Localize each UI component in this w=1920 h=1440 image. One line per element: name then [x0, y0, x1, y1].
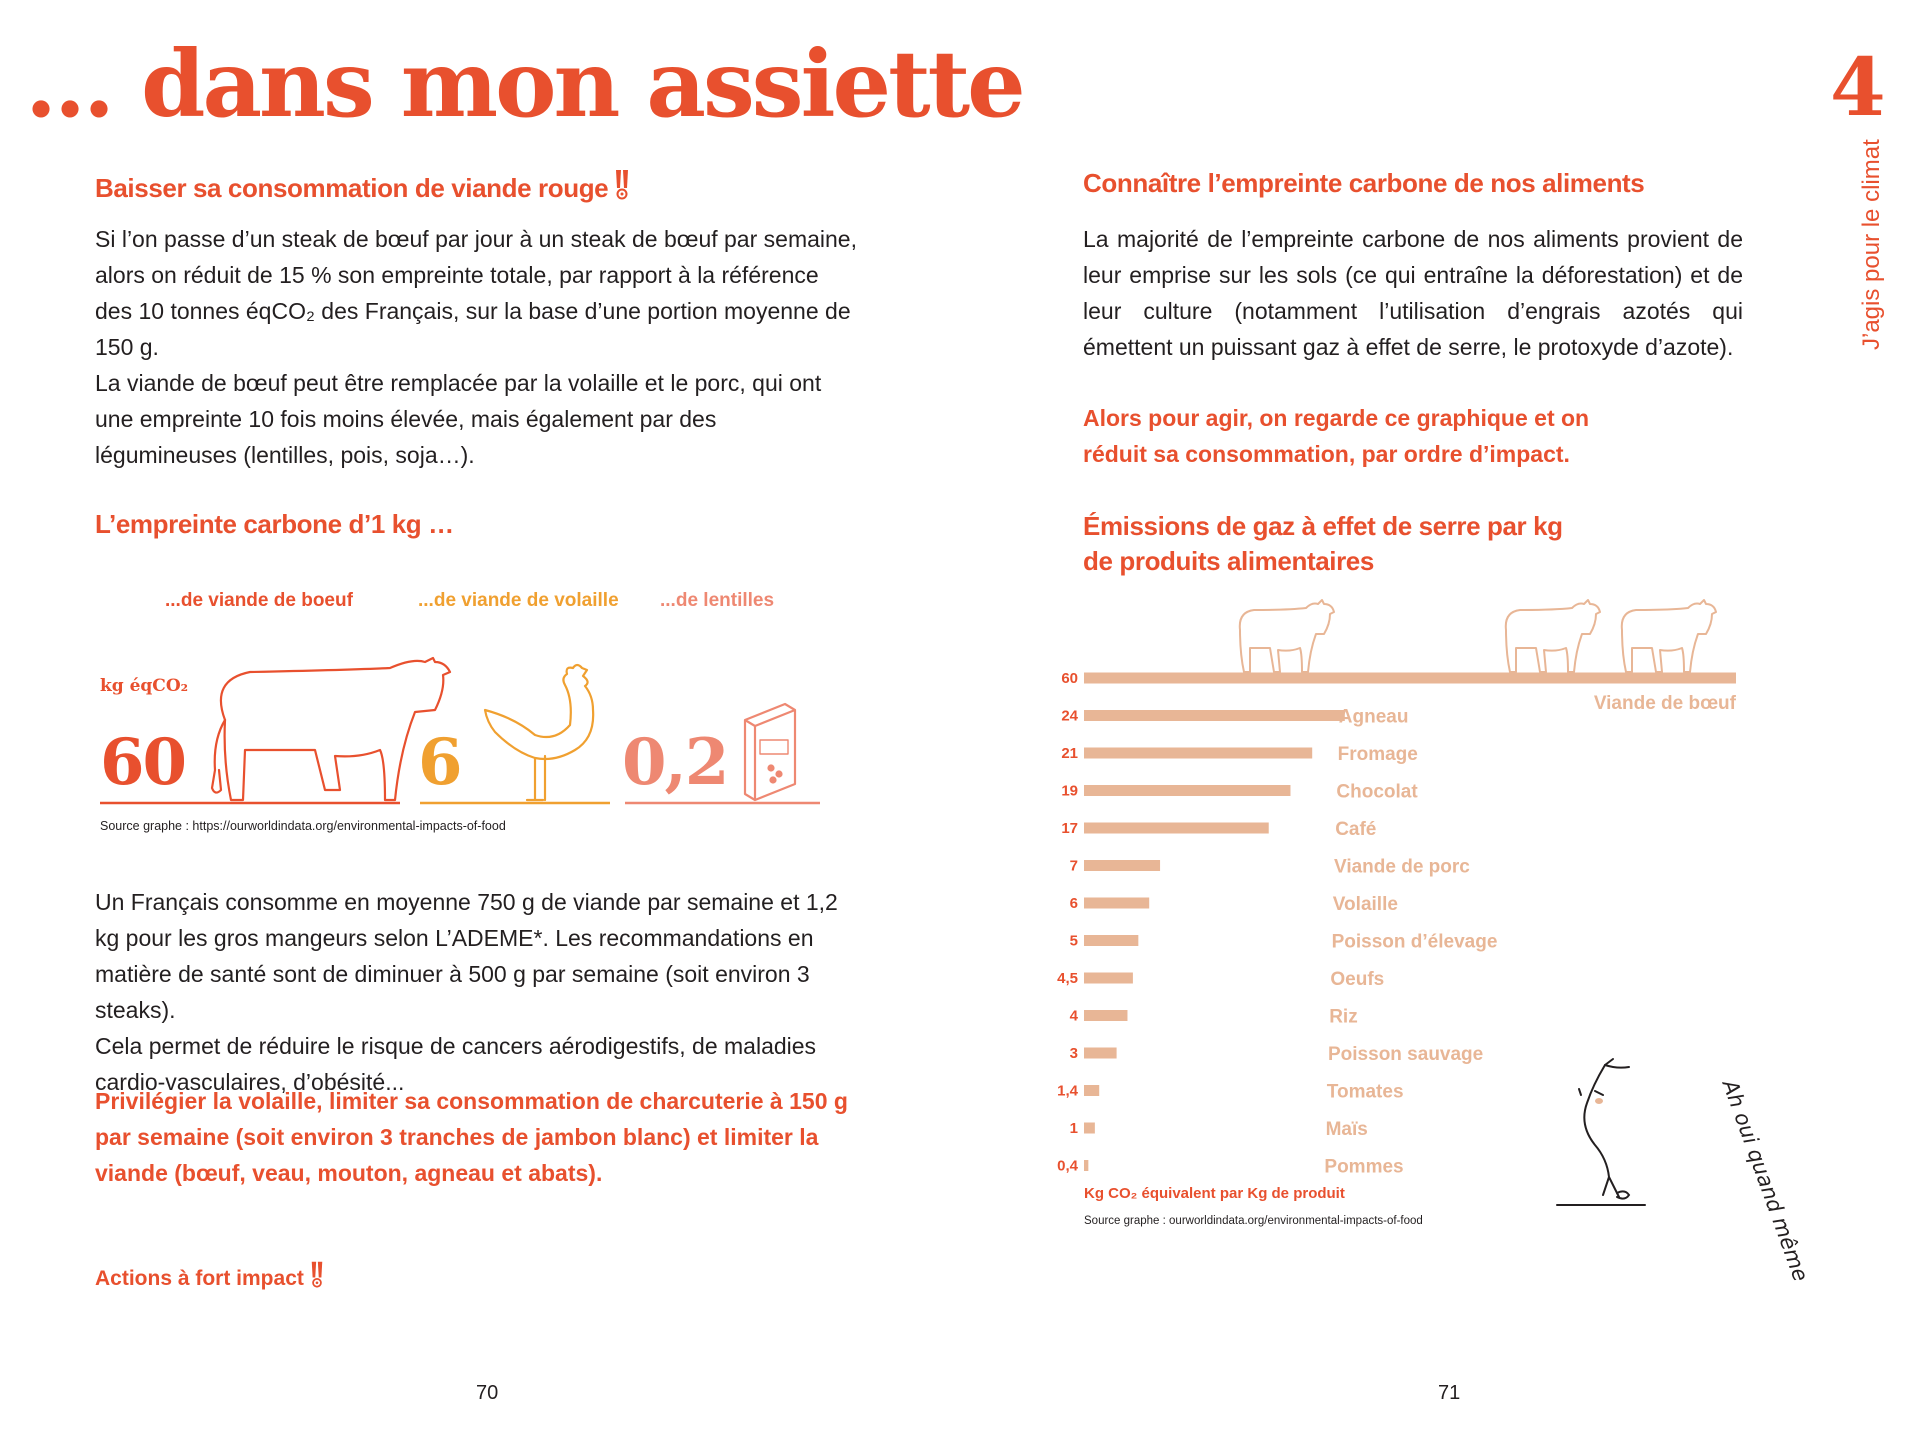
lentils-value: 0,2 — [622, 725, 728, 800]
high-impact-icon — [614, 168, 630, 200]
bar — [1084, 1010, 1127, 1021]
cow-icon — [1240, 600, 1334, 672]
bar-value-label: 1 — [1069, 1120, 1078, 1137]
bar-category-label: Riz — [1329, 1006, 1358, 1028]
lentils-label: ...de lentilles — [660, 590, 775, 611]
chapter-label: J’agis pour le climat — [1858, 139, 1885, 350]
page-title: ... dans mon assiette — [25, 30, 1023, 138]
unit-label: kg éqCO₂ — [100, 676, 189, 696]
bar-category-label: Agneau — [1338, 706, 1409, 728]
bar — [1084, 710, 1345, 721]
section1-text — [95, 221, 860, 473]
lentils-box-icon — [745, 704, 795, 800]
bar-value-label: 0,4 — [1057, 1157, 1078, 1175]
poultry-label: ...de viande de volaille — [418, 590, 619, 611]
figure-cheek — [1595, 1098, 1603, 1104]
x-axis-label: Kg CO₂ équivalent par Kg de produit — [1084, 1185, 1345, 1202]
high-impact-icon — [310, 1260, 324, 1288]
handwritten-doodle — [1555, 1055, 1813, 1285]
bar-category-label: Viande de porc — [1334, 856, 1470, 878]
bar — [1084, 1048, 1117, 1059]
bar-value-label: 1,4 — [1057, 1082, 1078, 1100]
page-number-left: 70 — [476, 1382, 499, 1404]
bar-category-label: Viande de bœuf — [1593, 693, 1736, 714]
chicken-icon — [485, 665, 593, 800]
paragraph: Un Français consomme en moyenne 750 g de viande par semaine et 1,2 kg pour les gros mangeurs selon L’ADEME*. Les recommandations en matière de santé sont de diminuer à 500 g par semaine (soit environ 3 steaks). — [95, 889, 838, 1023]
cow-icon — [1622, 600, 1716, 672]
poultry-value: 6 — [418, 725, 461, 800]
bar-category-label: Oeufs — [1330, 969, 1385, 990]
bar-category-label: Poisson sauvage — [1328, 1044, 1484, 1065]
bar-value-label: 3 — [1069, 1045, 1078, 1062]
bar — [1084, 1085, 1099, 1096]
bar-category-label: Poisson d’élevage — [1331, 931, 1498, 953]
bar-value-label: 24 — [1061, 707, 1078, 725]
bar-value-label: 19 — [1061, 782, 1078, 800]
bar-value-label: 60 — [1061, 670, 1078, 687]
bar — [1084, 785, 1290, 796]
bar — [1084, 1123, 1095, 1134]
food-footprint-text: La majorité de l’empreinte carbone de nos aliments provient de leur emprise sur les sols (ce qui entraîne la déforestation) et de leur culture (notamment l’utilisation d’engrais azotés qui émettent un puissant gaz à effet de serre, le protoxyde d’azote). — [1083, 226, 1743, 360]
beef-label: ...de viande de boeuf — [165, 590, 353, 611]
chapter-number: 4 — [1830, 40, 1886, 134]
footer-note — [95, 1260, 324, 1291]
paragraph: Cela permet de réduire le risque de cancers aérodigestifs, de maladies cardio-vasculaires, d’obésité... — [95, 1033, 817, 1095]
chart-heading — [1083, 509, 1563, 579]
action-text: Alors pour agir, on regarde ce graphique et on réduit sa consommation, par ordre d’impact. — [1083, 405, 1590, 467]
paragraph: Si l’on passe d’un steak de bœuf par jour à un steak de bœuf par semaine, alors on réduit de 15 % son empreinte totale, par rapport à la référence des 10 tonnes éqCO₂ des Français, sur la base d’une portion moyenne de 150 g. — [95, 226, 857, 360]
chart-heading-line1: Émissions de gaz à effet de serre par kg — [1083, 511, 1563, 541]
food-footprint-heading: Connaître l’empreinte carbone de nos aliments — [1083, 168, 1645, 198]
bar-value-label: 4,5 — [1057, 970, 1078, 987]
bar — [1084, 935, 1138, 946]
bar — [1084, 860, 1160, 871]
bar-value-label: 7 — [1069, 857, 1078, 875]
section-heading-red-meat — [95, 168, 630, 204]
bar-category-label: Maïs — [1325, 1119, 1368, 1140]
bar — [1084, 1160, 1088, 1171]
highlight-text: Privilégier la volaille, limiter sa consommation de charcuterie à 150 g par semaine (soit environ 3 tranches de jambon blanc) et limiter la viande (bœuf, veau, mouton, agneau et abats). — [95, 1088, 848, 1186]
page-number-right: 71 — [1438, 1382, 1461, 1404]
bar — [1084, 973, 1133, 984]
bar-value-label: 17 — [1061, 820, 1078, 837]
cow-icon — [212, 658, 450, 800]
bar-category-label: Pommes — [1324, 1156, 1404, 1178]
bar-category-label: Volaille — [1332, 894, 1398, 915]
section2-text — [95, 884, 860, 1100]
bar-category-label: Tomates — [1326, 1081, 1404, 1103]
section-heading-text: Baisser sa consommation de viande rouge — [95, 173, 609, 203]
bar-value-label: 5 — [1069, 932, 1078, 950]
chart-source: Source graphe : ourworldindata.org/environmental-impacts-of-food — [1084, 1215, 1423, 1227]
bar — [1084, 823, 1269, 834]
bar-value-label: 6 — [1069, 895, 1078, 912]
handwritten-note: Ah oui quand même — [1717, 1076, 1813, 1285]
footprint-source: Source graphe : https://ourworldindata.org/environmental-impacts-of-food — [100, 819, 506, 833]
bar-category-label: Café — [1335, 819, 1377, 840]
cow-icon — [1506, 600, 1600, 672]
bar — [1084, 748, 1312, 759]
surprised-figure-icon — [1557, 1059, 1645, 1205]
bar-category-label: Fromage — [1337, 744, 1418, 765]
bar — [1084, 898, 1149, 909]
beef-value: 60 — [100, 725, 186, 800]
chart-heading-line2: de produits alimentaires — [1083, 546, 1374, 576]
paragraph: La viande de bœuf peut être remplacée par la volaille et le porc, qui ont une empreinte 10 fois moins élevée, mais également par des légumineuses (lentilles, pois, soja…). — [95, 370, 822, 468]
footer-note-text: Actions à fort impact — [95, 1267, 304, 1290]
bar-value-label: 4 — [1069, 1007, 1078, 1025]
footprint-heading: L’empreinte carbone d’1 kg … — [95, 509, 454, 539]
bar — [1084, 673, 1736, 684]
bar-category-label: Chocolat — [1336, 781, 1418, 803]
bar-value-label: 21 — [1061, 745, 1078, 762]
